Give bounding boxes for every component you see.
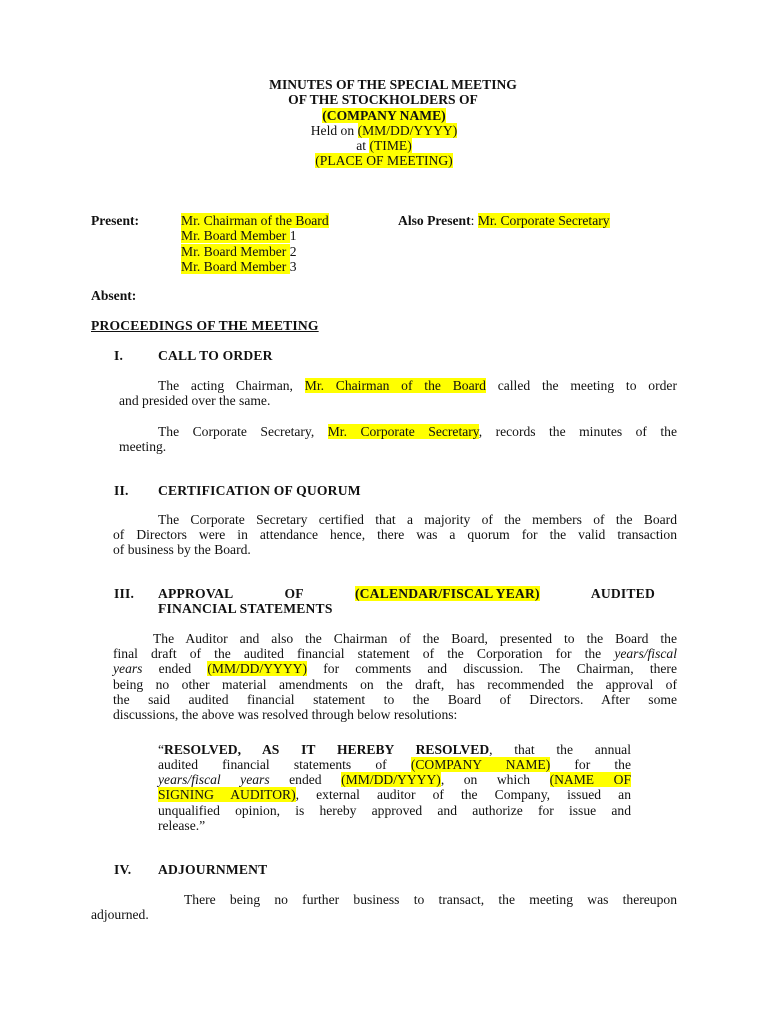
section-4-numeral: IV. <box>114 862 132 877</box>
resolution-line-3: years/fiscal years ended (MM/DD/YYYY), on which (NAME OF <box>158 772 632 787</box>
held-on-label: Held on <box>310 122 358 138</box>
chairman-placeholder: Mr. Chairman of the Board <box>304 378 486 393</box>
calendar-fiscal-year-placeholder: (CALENDAR/FISCAL YEAR) <box>354 586 540 601</box>
absent-row: Absent: <box>91 288 137 303</box>
section-1-title: CALL TO ORDER <box>158 348 273 363</box>
section-1-paragraph-1-line-1: The acting Chairman, Mr. Chairman of the Board called the meeting to order <box>158 378 677 393</box>
list-item <box>181 259 329 274</box>
section-1-paragraph-1-line-2: and presided over the same. <box>119 393 271 408</box>
list-item <box>181 228 329 243</box>
section-2-numeral: II. <box>114 483 129 498</box>
resolution-line-6: release.” <box>158 818 206 833</box>
resolved-clause: RESOLVED, AS IT HEREBY RESOLVED <box>164 742 490 757</box>
at-label: at <box>356 138 370 154</box>
present-name: Mr. Board Member <box>181 243 290 259</box>
member-number: 1 <box>289 228 297 244</box>
section-3-title-line-1: APPROVAL OF (CALENDAR/FISCAL YEAR) AUDITED <box>158 586 655 601</box>
meeting-date-placeholder: (MM/DD/YYYY) <box>357 122 458 138</box>
fiscal-date-placeholder: (MM/DD/YYYY) <box>207 661 308 676</box>
section-4-title: ADJOURNMENT <box>158 862 268 877</box>
section-3-title-line-2: FINANCIAL STATEMENTS <box>158 601 333 616</box>
present-name: Mr. Board Member <box>181 228 290 244</box>
section-3-numeral: III. <box>114 586 135 601</box>
section-4-line-1: There being no further business to transact, the meeting was thereupon <box>184 892 677 907</box>
section-4-line-2: adjourned. <box>91 907 149 922</box>
present-name: Mr. Board Member <box>181 258 290 274</box>
resolution-line-5: unqualified opinion, is hereby approved and authorize for issue and <box>158 803 631 818</box>
section-3-line-1: The Auditor and also the Chairman of the Board, presented to the Board the <box>153 631 677 646</box>
resolution-line-2: audited financial statements of (COMPANY NAME) for the <box>158 757 631 772</box>
section-1-paragraph-2-line-2: meeting. <box>119 439 167 454</box>
resolution-line-4: SIGNING AUDITOR), external auditor of the Company, issued an <box>158 787 631 802</box>
meeting-place-placeholder: (PLACE OF MEETING) <box>315 153 453 169</box>
member-number: 2 <box>289 243 297 259</box>
auditor-name-placeholder: (NAME OF <box>549 772 632 787</box>
section-1-numeral: I. <box>114 348 124 363</box>
section-1-paragraph-2-line-1: The Corporate Secretary, Mr. Corporate Secretary, records the minutes of the <box>158 424 677 439</box>
company-name-placeholder: (COMPANY NAME) <box>322 107 446 123</box>
section-3-line-2: final draft of the audited financial statement of the Corporation for the years/fiscal <box>113 646 677 661</box>
list-item <box>181 244 329 259</box>
also-present-name: Mr. Corporate Secretary <box>477 213 610 228</box>
also-present-label: Also Present <box>398 213 471 228</box>
present-name: Mr. Chairman of the Board <box>181 213 329 228</box>
title-block <box>0 77 768 169</box>
member-number: 3 <box>289 258 297 274</box>
present-label: Present <box>91 213 135 228</box>
section-3-line-6: discussions, the above was resolved through below resolutions: <box>113 707 458 722</box>
section-3-line-5: the said audited financial statement to the Board of Directors. After some <box>113 692 677 707</box>
section-3-line-3: years ended (MM/DD/YYYY) for comments and discussion. The Chairman, there <box>113 661 677 676</box>
resolution-line-1: “RESOLVED, AS IT HEREBY RESOLVED, that the annual <box>158 742 631 757</box>
list-item <box>181 213 329 228</box>
document-title: MINUTES OF THE SPECIAL MEETING <box>269 77 517 92</box>
fiscal-date-placeholder-2: (MM/DD/YYYY) <box>341 772 441 787</box>
absent-label: Absent <box>91 288 132 303</box>
section-2-line-3: of business by the Board. <box>113 542 251 557</box>
also-present-row: Also Present: Mr. Corporate Secretary <box>398 213 610 228</box>
document-subtitle: OF THE STOCKHOLDERS OF <box>288 92 478 108</box>
present-label-row: Present: <box>91 213 140 228</box>
company-name-placeholder-2: (COMPANY NAME) <box>410 757 551 772</box>
proceedings-heading: PROCEEDINGS OF THE MEETING <box>91 318 319 333</box>
present-list <box>181 213 329 274</box>
section-3-line-4: being no other material amendments on the draft, has recommended the approval of <box>113 677 677 692</box>
section-2-line-2: of Directors were in attendance hence, there was a quorum for the valid transaction <box>113 527 677 542</box>
section-2-line-1: The Corporate Secretary certified that a majority of the members of the Board <box>158 512 677 527</box>
meeting-time-placeholder: (TIME) <box>369 138 412 154</box>
auditor-name-placeholder-cont: SIGNING AUDITOR) <box>158 787 296 802</box>
secretary-placeholder: Mr. Corporate Secretary <box>327 424 479 439</box>
section-2-title: CERTIFICATION OF QUORUM <box>158 483 361 498</box>
